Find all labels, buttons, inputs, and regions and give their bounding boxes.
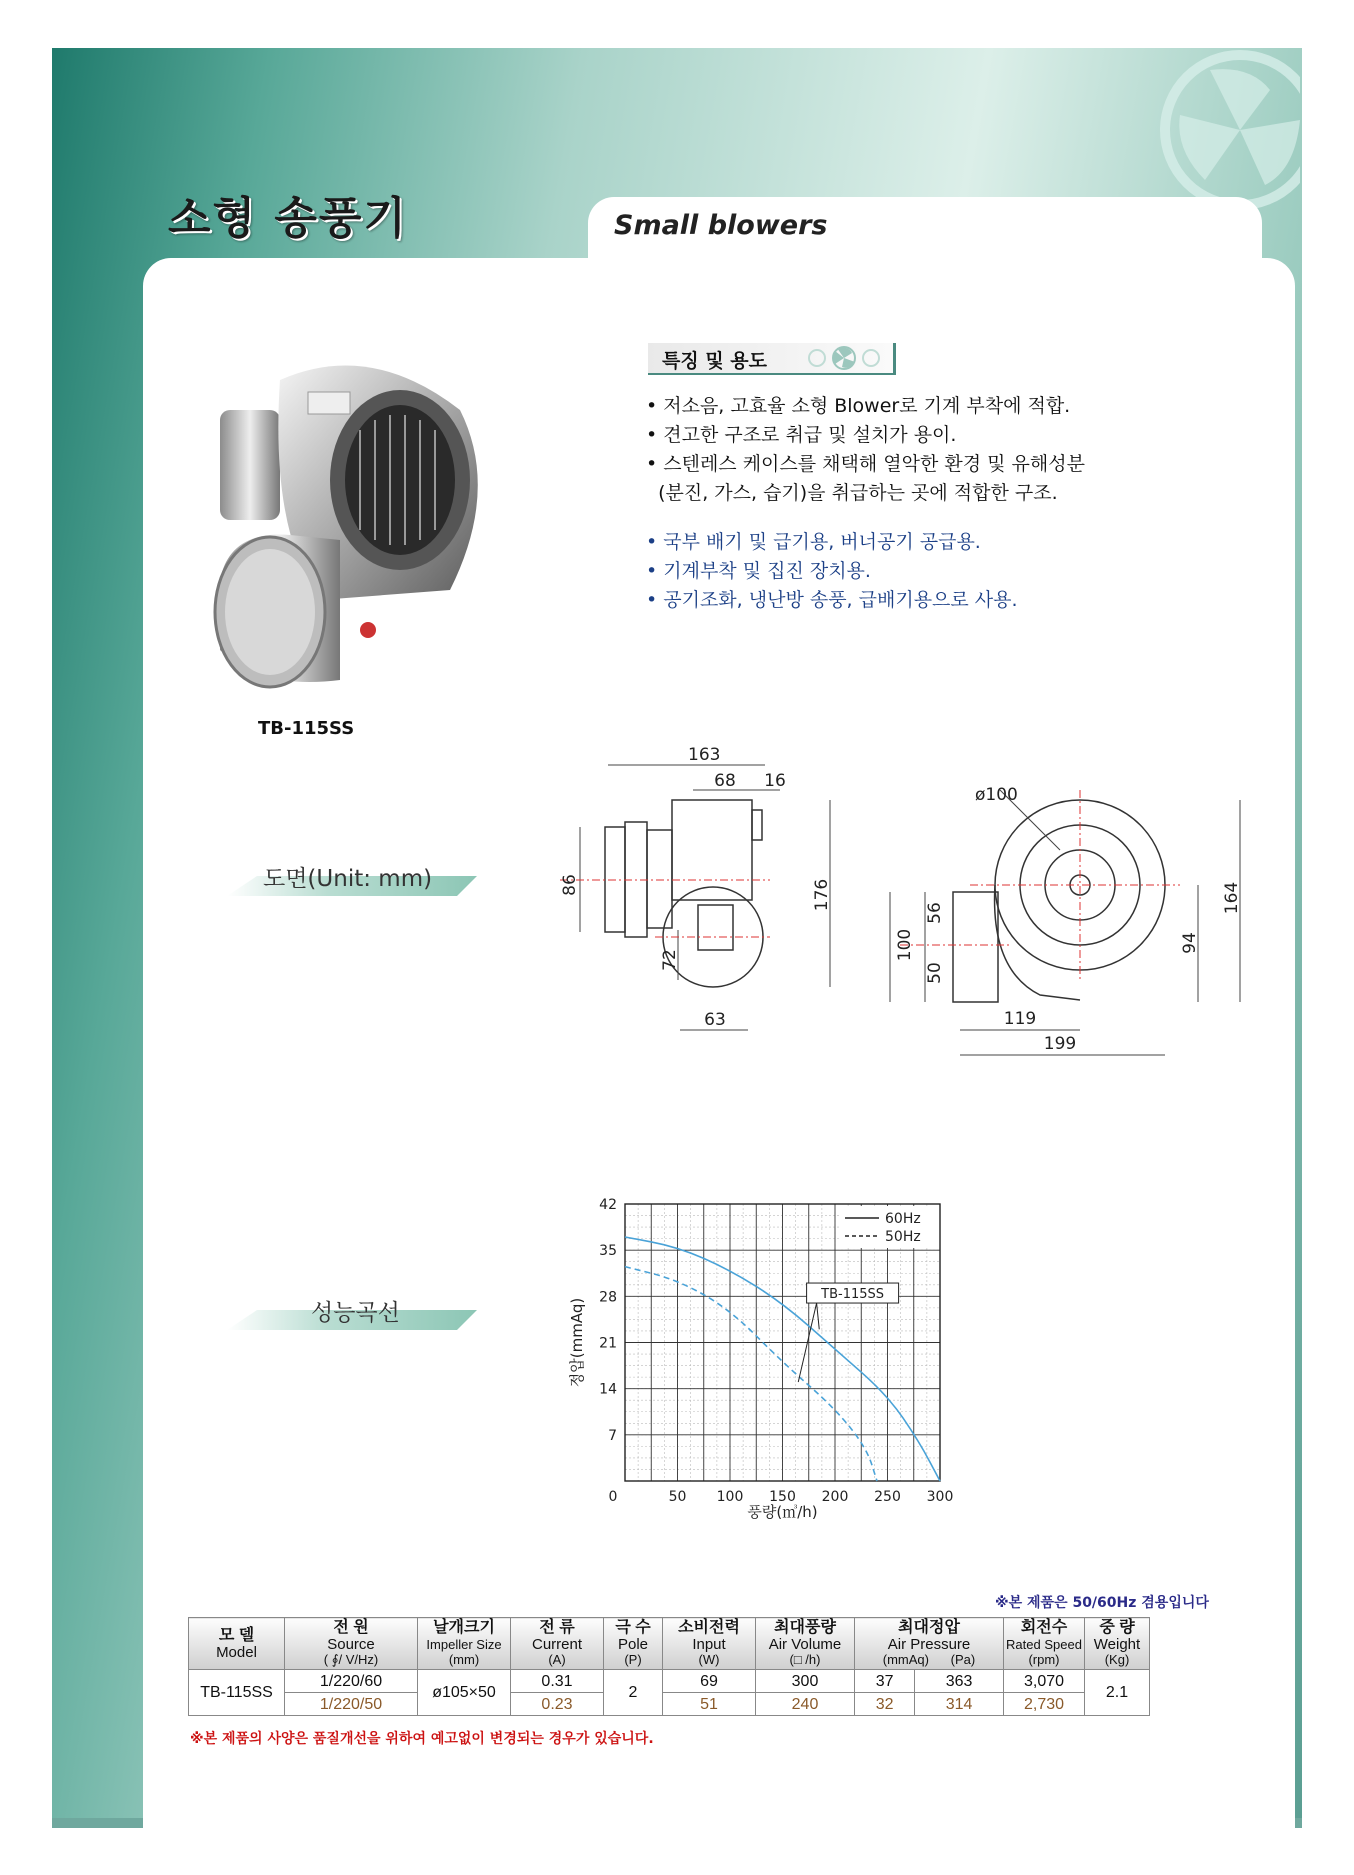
pole-cell: 2 [604,1670,663,1716]
dim-label: 50 [925,962,945,984]
y-axis-label: 정압(mmAq) [568,1297,586,1388]
mmaq-60-cell: 37 [855,1670,915,1693]
y-tick-label: 7 [608,1427,617,1444]
annotation-label: TB-115SS [821,1287,885,1303]
header-cell: 소비전력 Input (W) [663,1618,756,1670]
y-tick-label: 42 [599,1197,617,1213]
table-row [189,1670,1150,1693]
table-row [189,1693,1150,1716]
header-cell: 최대풍량 Air Volume (□ /h) [756,1618,855,1670]
performance-chart [560,1182,980,1522]
drawing-section-label: 도면(Unit: mm) [263,866,433,892]
rpm-50-cell: 2,730 [1004,1693,1085,1716]
impeller-cell: ø105×50 [418,1670,511,1716]
fan-deco-icon [799,345,889,371]
x-tick-label: 250 [874,1489,901,1505]
pa-60-cell: 363 [915,1670,1004,1693]
pa-50-cell: 314 [915,1693,1004,1716]
dim-label: 164 [1222,881,1242,915]
y-tick-label: 21 [599,1335,617,1352]
header-cell: 날개크기 Impeller Size (mm) [418,1618,511,1670]
spec-change-note: ※본 제품의 사양은 품질개선을 위하여 예고없이 변경되는 경우가 있습니다. [190,1731,654,1747]
x-tick-label: 150 [769,1489,796,1505]
y-tick-label: 28 [599,1289,617,1306]
header-cell: 전 원 Source ( ∮/ V/Hz) [285,1618,418,1670]
dim-label: 199 [1043,1034,1077,1054]
blower-photo [200,350,530,710]
dim-label: 176 [812,878,832,912]
feature-item: • 스텐레스 케이스를 채택해 열악한 환경 및 유해성분 [646,453,1085,475]
x-tick-label: 300 [926,1489,954,1505]
product-model-caption: TB-115SS [258,718,355,739]
x-axis-label: 풍량(㎥/h) [747,1503,818,1521]
dimension-drawing [560,740,1280,1070]
use-item: • 국부 배기 및 급기용, 버너공기 공급용. [646,531,981,553]
input-60-cell: 69 [663,1670,756,1693]
volume-60-cell: 300 [756,1670,855,1693]
feature-item: • 견고한 구조로 취급 및 설치가 용이. [646,424,957,446]
header-cell: 모 델 Model [189,1618,285,1670]
legend-label: 60Hz [885,1211,921,1227]
source-50-cell: 1/220/50 [285,1693,418,1716]
legend-label: 50Hz [885,1229,921,1245]
page-title: 소형 송풍기 [168,193,408,244]
dim-label: 86 [560,874,580,896]
dim-label: 163 [688,745,721,765]
input-50-cell: 51 [663,1693,756,1716]
x-tick-label: 0 [608,1489,618,1505]
weight-cell: 2.1 [1085,1670,1150,1716]
feature-item: • 저소음, 고효율 소형 Blower로 기계 부착에 적합. [646,395,1071,417]
volume-50-cell: 240 [756,1693,855,1716]
dim-label: 56 [925,902,945,924]
features-heading-box [648,343,896,375]
header-cell: 중 량 Weight (Kg) [1085,1618,1150,1670]
dim-label: 94 [1180,932,1200,954]
dim-label: 100 [895,928,915,962]
features-heading: 특징 및 용도 [662,350,767,372]
dim-label: 16 [764,771,786,791]
spec-table [188,1617,1150,1716]
header-cell: 극 수 Pole (P) [604,1618,663,1670]
features-list [646,392,1085,615]
dim-label: ø100 [975,785,1018,805]
source-60-cell: 1/220/60 [285,1670,418,1693]
annotation-leader [817,1303,820,1329]
dim-label: 68 [714,771,736,791]
header-cell: 전 류 Current (A) [511,1618,604,1670]
x-tick-label: 100 [716,1489,744,1505]
header-cell: 최대정압 Air Pressure (mmAq) (Pa) [855,1618,1004,1670]
mmaq-50-cell: 32 [855,1693,915,1716]
rpm-60-cell: 3,070 [1004,1670,1085,1693]
use-item: • 공기조화, 냉난방 송풍, 급배기용으로 사용. [646,589,1018,611]
table-header-row [189,1618,1150,1670]
current-50-cell: 0.23 [511,1693,604,1716]
y-tick-label: 35 [599,1243,617,1260]
use-item: • 기계부착 및 집진 장치용. [646,560,871,582]
page-subtitle: Small blowers [614,210,828,241]
x-tick-label: 200 [821,1489,849,1505]
current-60-cell: 0.31 [511,1670,604,1693]
feature-item: (분진, 가스, 습기)을 취급하는 곳에 적합한 구조. [646,482,1058,504]
model-cell: TB-115SS [189,1670,285,1716]
y-tick-label: 14 [599,1381,617,1398]
curve-section-label: 성능곡선 [311,1300,400,1326]
header-cell: 회전수 Rated Speed (rpm) [1004,1618,1085,1670]
dim-label: 119 [1003,1009,1037,1029]
x-tick-label: 50 [668,1489,687,1505]
hz-note: ※본 제품은 50/60Hz 겸용입니다 [995,1595,1209,1611]
dim-label: 63 [704,1010,726,1030]
dim-label: 72 [660,949,680,971]
